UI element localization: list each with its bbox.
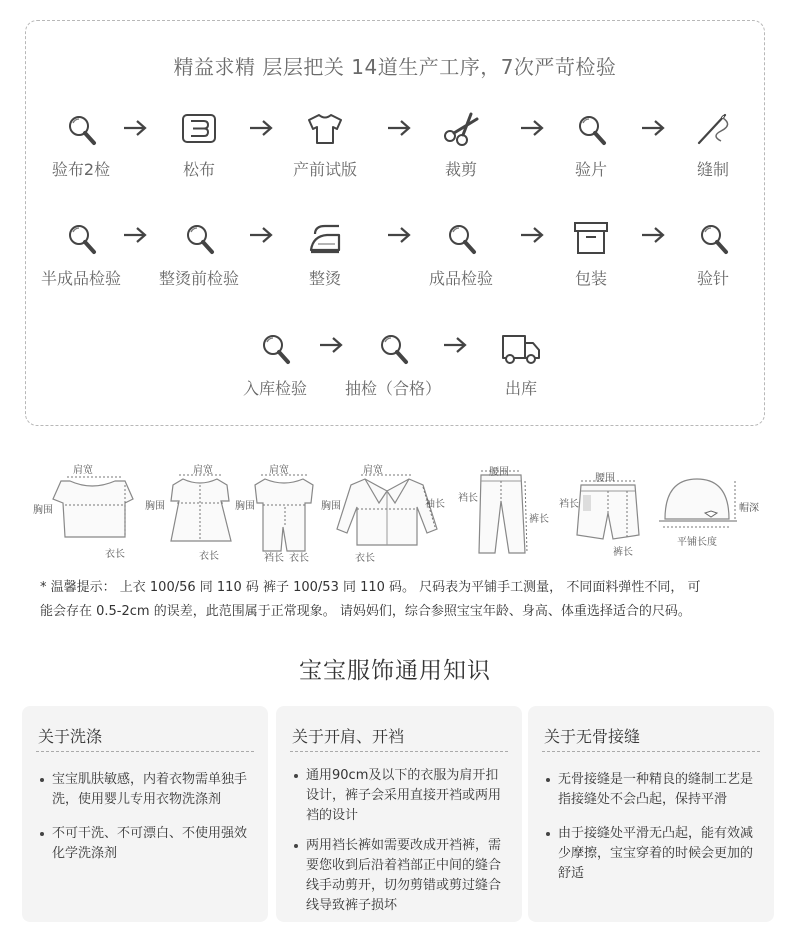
step-packaging: 包装 [536,218,646,289]
card-opening [276,706,522,922]
magnifier-icon [179,218,219,258]
arrow-right-icon [442,335,468,355]
step-loosen-fabric: 松布 [144,109,254,180]
short-sleeve-top-diagram: 肩宽 胸围 衣长 [25,455,140,565]
truck-icon [501,328,541,368]
size-tip: * 温馨提示： 上衣 100/56 同 110 码 裤子 100/53 同 110 码。 尺码表为平铺手工测量， 不同面料弹性不同， 可 能会存在 0.5-2cm 的误差，此范围属于正常现象。 请妈妈们，综合参照宝宝年龄、身高、体重选择适合的尺码。 [40,580,701,619]
bullet-list [292,766,510,930]
card-title: 关于洗涤 [38,727,103,746]
step-needle-inspection: 验针 [658,218,768,289]
long-pants-diagram: 腰围 裆长 裤长 [455,455,565,565]
card-washing [22,706,268,922]
magnifier-icon [61,218,101,258]
card-title: 关于开肩、开裆 [292,727,405,746]
divider [36,751,254,752]
magnifier-icon [373,328,413,368]
step-warehouse-inspection: 入库检验 [220,328,330,399]
card-title: 关于无骨接缝 [544,727,641,746]
scissors-icon [441,109,481,149]
production-process-panel [25,20,765,426]
shorts-diagram: 腰围 裆长 裤长 [555,455,655,565]
step-ironing: 整烫 [270,218,380,289]
step-pre-ironing-inspection: 整烫前检验 [144,218,254,289]
step-shipping: 出库 [466,328,576,399]
list-item: 通用90cm及以下的衣服为肩开扣设计，裤子会采用直接开裆或两用裆的设计 [292,766,510,826]
bullet-list [544,770,762,898]
magnifier-icon [441,218,481,258]
fabric-roll-icon [179,109,219,149]
step-semi-finished-inspection: 半成品检验 [26,218,136,289]
step-cutting: 裁剪 [406,109,516,180]
step-sewing: 缝制 [658,109,768,180]
step-spot-check: 抽检（合格） [338,328,448,399]
card-seamless [528,706,774,922]
list-item: 不可干洗、不可漂白、不使用强效化学洗涤剂 [38,824,256,864]
list-item: 由于接缝处平滑无凸起，能有效减少摩擦，宝宝穿着的时候会更加的舒适 [544,824,762,884]
list-item: 两用裆长裤如需要改成开裆裤，需要您收到后沿着裆部正中间的缝合线手动剪开，切勿剪错或剪过缝合线导致裤子损坏 [292,836,510,916]
needle-thread-icon [693,109,733,149]
bullet-list [38,770,256,878]
divider [290,751,508,752]
magnifier-icon [255,328,295,368]
dress-diagram: 肩宽 胸围 衣长 [143,455,243,565]
tshirt-icon [305,109,345,149]
list-item: 无骨接缝是一种精良的缝制工艺是指接缝处不会凸起，保持平滑 [544,770,762,810]
divider [542,751,760,752]
process-title: 精益求精 层层把关 14道生产工序，7次严苛检验 [173,55,617,79]
magnifier-icon [571,109,611,149]
size-measurement-diagrams [25,455,765,565]
romper-diagram: 肩宽 胸围 裆长 衣长 [235,455,330,565]
step-fabric-inspection: 验布2检 [26,109,136,180]
step-finished-inspection: 成品检验 [406,218,516,289]
step-sample-trial: 产前试版 [270,109,380,180]
jacket-diagram: 肩宽 胸围 袖长 衣长 [321,455,451,565]
magnifier-icon [61,109,101,149]
step-piece-inspection: 验片 [536,109,646,180]
magnifier-icon [693,218,733,258]
box-icon [571,218,611,258]
knowledge-section-title: 宝宝服饰通用知识 [299,658,491,684]
iron-icon [305,218,345,258]
list-item: 宝宝肌肤敏感，内着衣物需单独手洗，使用婴儿专用衣物洗涤剂 [38,770,256,810]
hat-diagram: 帽深 平铺长度 [655,455,765,565]
